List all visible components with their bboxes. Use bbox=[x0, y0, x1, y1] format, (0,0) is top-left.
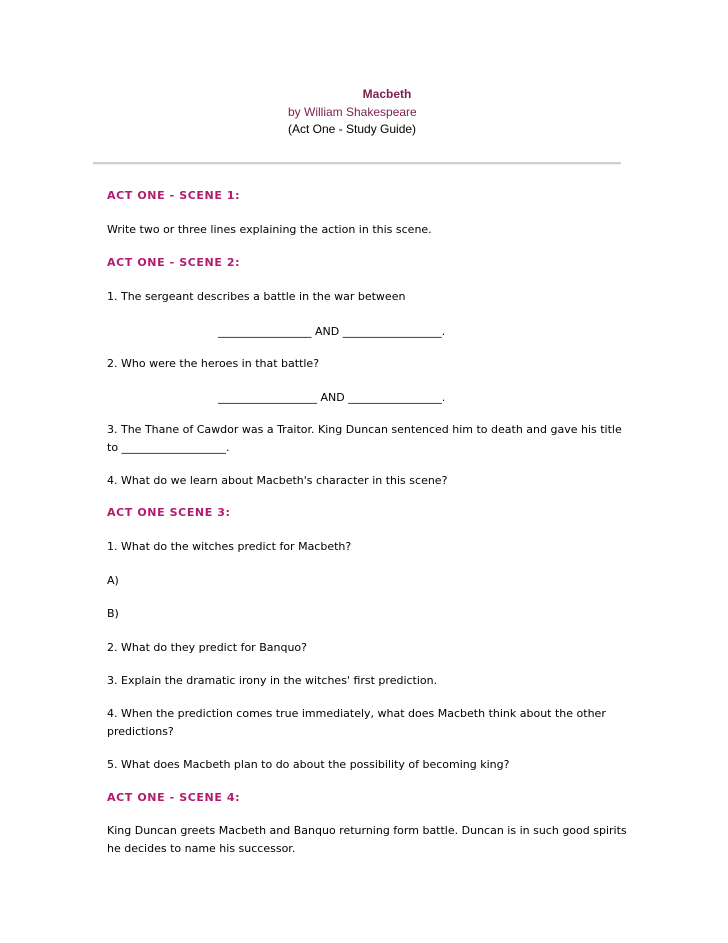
document-subtitle: (Act One - Study Guide) bbox=[288, 122, 417, 136]
scene-2-question-2: 2. Who were the heroes in that battle? bbox=[107, 357, 320, 370]
scene-4-paragraph-line-1: King Duncan greets Macbeth and Banquo returning form battle. Duncan is in such good spirits bbox=[107, 824, 627, 837]
scene-2-question-4: 4. What do we learn about Macbeth's character in this scene? bbox=[107, 474, 448, 487]
scene-2-heading: ACT ONE - SCENE 2: bbox=[107, 256, 241, 269]
scene-3-question-3: 3. Explain the dramatic irony in the witches' first prediction. bbox=[107, 674, 438, 687]
scene-3-question-2: 2. What do they predict for Banquo? bbox=[107, 641, 307, 654]
scene-3-answer-a: A) bbox=[107, 574, 119, 587]
scene-3-answer-b: B) bbox=[107, 607, 119, 620]
scene-1-heading: ACT ONE - SCENE 1: bbox=[107, 189, 241, 202]
document-title: Macbeth bbox=[362, 87, 412, 101]
scene-2-question-1-blanks: _________________ AND __________________. bbox=[218, 325, 446, 338]
scene-1-question: Write two or three lines explaining the action in this scene. bbox=[107, 223, 432, 236]
scene-2-question-3-line-2: to ___________________. bbox=[107, 441, 230, 454]
horizontal-rule bbox=[93, 162, 621, 165]
scene-2-question-3-line-1: 3. The Thane of Cawdor was a Traitor. King Duncan sentenced him to death and gave his title bbox=[107, 423, 622, 436]
scene-3-heading: ACT ONE SCENE 3: bbox=[107, 506, 231, 519]
document-byline: by William Shakespeare bbox=[288, 105, 417, 119]
scene-4-heading: ACT ONE - SCENE 4: bbox=[107, 791, 241, 804]
scene-3-question-4-line-2: predictions? bbox=[107, 725, 174, 738]
scene-3-question-4-line-1: 4. When the prediction comes true immediately, what does Macbeth think about the other bbox=[107, 707, 606, 720]
scene-3-question-1: 1. What do the witches predict for Macbeth? bbox=[107, 540, 352, 553]
scene-2-question-2-blanks: __________________ AND _________________. bbox=[218, 391, 446, 404]
scene-2-question-1: 1. The sergeant describes a battle in the war between bbox=[107, 290, 406, 303]
scene-3-question-5: 5. What does Macbeth plan to do about the possibility of becoming king? bbox=[107, 758, 510, 771]
scene-4-paragraph-line-2: he decides to name his successor. bbox=[107, 842, 296, 855]
